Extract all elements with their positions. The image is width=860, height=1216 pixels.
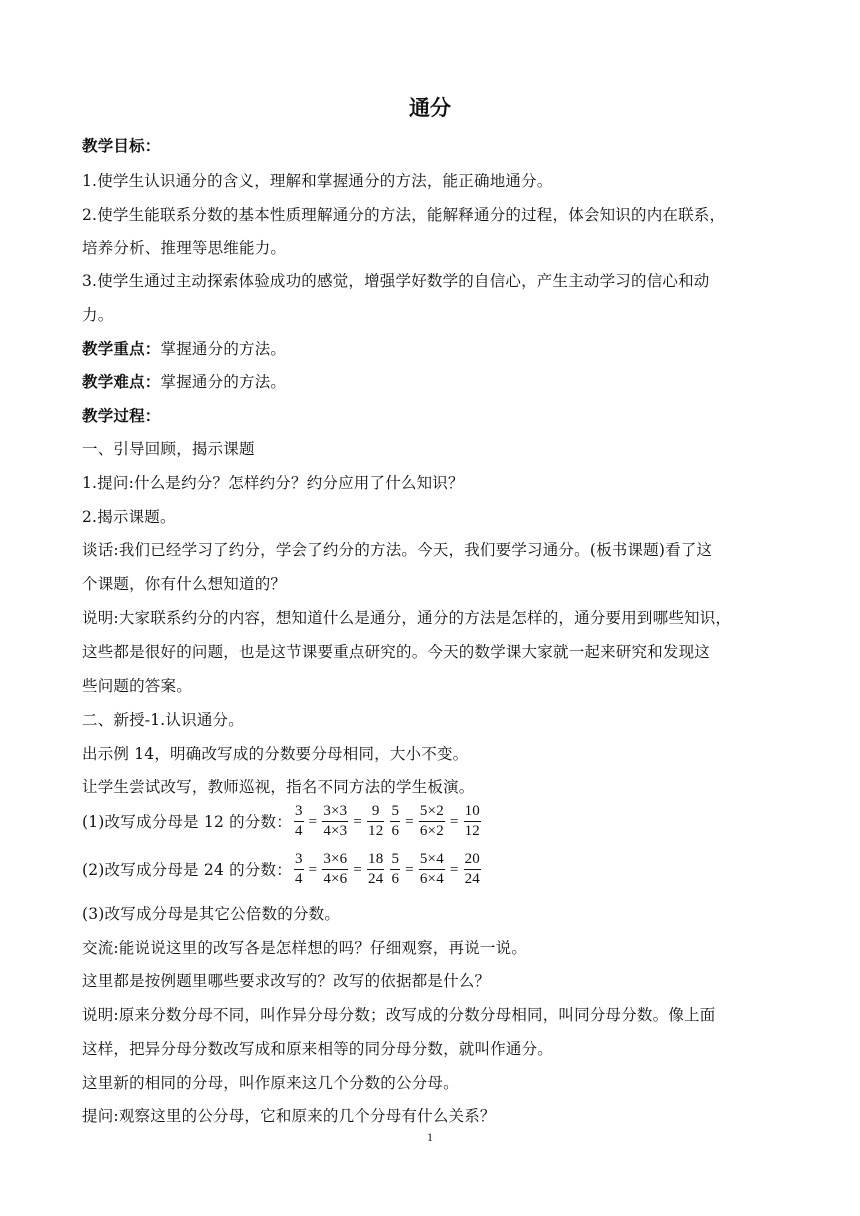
numerator: 5 [391, 851, 400, 867]
process-heading: 教学过程： [82, 407, 161, 425]
denominator: 4×3 [323, 823, 348, 839]
numerator: 18 [368, 851, 384, 867]
fraction [322, 803, 348, 840]
after-line: 交流:能说说这里的改写各是怎样想的吗？仔细观察，再说一说。 [82, 939, 528, 957]
fraction [294, 803, 304, 840]
equals-sign: = [308, 861, 318, 878]
process-line: 些问题的答案。 [82, 677, 192, 695]
denominator: 6 [391, 871, 400, 887]
numerator: 3 [294, 851, 303, 867]
process-line: 二、新授-1.认识通分。 [82, 711, 244, 729]
after-line: 这样，把异分母分数改写成和原来相等的同分母分数，就叫作通分。 [82, 1040, 554, 1058]
process-line: 让学生尝试改写，教师巡视，指名不同方法的学生板演。 [82, 778, 475, 796]
process-line: 个课题，你有什么想知道的？ [82, 575, 287, 593]
equals-sign: = [308, 813, 318, 830]
process-line: 一、引导回顾，揭示课题 [82, 440, 255, 458]
fraction [367, 803, 384, 840]
equals-sign: = [353, 861, 363, 878]
process-line: 说明:大家联系约分的内容，想知道什么是通分，通分的方法是怎样的，通分要用到哪些知识， [82, 609, 732, 627]
objectives-heading: 教学目标： [82, 137, 161, 155]
denominator: 12 [464, 823, 480, 839]
process-line: 2.揭示课题。 [82, 508, 176, 526]
objective-line: 力。 [82, 306, 114, 324]
equals-sign: = [449, 861, 459, 878]
process-line: 这些都是很好的问题，也是这节课要重点研究的。今天的数学课大家就一起来研究和发现这 [82, 643, 711, 661]
numerator: 3×3 [323, 803, 348, 819]
equals-sign: = [449, 813, 459, 830]
process-line: 出示例 14，明确改写成的分数要分母相同，大小不变。 [82, 745, 469, 763]
math-row-label: (1)改写成分母是 12 的分数： [82, 812, 292, 831]
after-line: 提问:观察这里的公分母，它和原来的几个分母有什么关系？ [82, 1107, 496, 1125]
after-line: 这里都是按例题里哪些要求改写的？改写的依据都是什么？ [82, 972, 491, 990]
fraction [322, 851, 348, 888]
numerator: 5×2 [419, 803, 444, 819]
numerator: 3 [294, 803, 303, 819]
fraction [390, 803, 400, 840]
numerator: 3×6 [323, 851, 348, 867]
denominator: 24 [464, 871, 480, 887]
fraction [464, 803, 481, 840]
after-line: (3)改写成分母是其它公倍数的分数。 [82, 905, 341, 923]
key-point-text: 掌握通分的方法。 [160, 340, 287, 358]
process-line: 谈话:我们已经学习了约分，学会了约分的方法。今天，我们要学习通分。(板书课题)看了这 [82, 541, 713, 559]
difficulty-text: 掌握通分的方法。 [160, 373, 287, 391]
equals-sign: = [353, 813, 363, 830]
difficulty-label: 教学难点： [82, 373, 161, 391]
numerator: 20 [464, 851, 480, 867]
page-number: 1 [427, 1130, 433, 1144]
denominator: 4×6 [323, 871, 348, 887]
denominator: 6×4 [419, 871, 444, 887]
numerator: 9 [371, 803, 380, 819]
after-line: 这里新的相同的分母，叫作原来这几个分数的公分母。 [82, 1074, 459, 1092]
process-line: 1.提问:什么是约分？怎样约分？约分应用了什么知识？ [82, 474, 464, 492]
numerator: 5 [391, 803, 400, 819]
fraction [419, 803, 445, 840]
denominator: 12 [368, 823, 384, 839]
equals-sign: = [405, 813, 414, 830]
denominator: 6×2 [419, 823, 444, 839]
objective-line: 2.使学生能联系分数的基本性质理解通分的方法，能解释通分的过程，体会知识的内在联系， [82, 206, 726, 224]
key-point [82, 339, 782, 359]
objective-line: 1.使学生认识通分的含义，理解和掌握通分的方法，能正确地通分。 [82, 172, 553, 190]
objective-line: 3.使学生通过主动探索体验成功的感觉，增强学好数学的自信心，产生主动学习的信心和动 [82, 272, 710, 290]
objective-line: 培养分析、推理等思维能力。 [82, 239, 287, 257]
fraction [419, 851, 445, 888]
denominator: 6 [391, 823, 400, 839]
equals-sign: = [405, 861, 414, 878]
page-title: 通分 [409, 96, 451, 120]
numerator: 5×4 [419, 851, 444, 867]
denominator: 24 [368, 871, 384, 887]
math-row-12 [82, 803, 782, 840]
denominator: 4 [294, 823, 303, 839]
fraction [367, 851, 384, 888]
math-row-24 [82, 851, 782, 888]
math-row-label: (2)改写成分母是 24 的分数： [82, 860, 292, 879]
key-point-label: 教学重点： [82, 340, 161, 358]
denominator: 4 [294, 871, 303, 887]
fraction [390, 851, 400, 888]
fraction [294, 851, 304, 888]
after-line: 说明:原来分数分母不同，叫作异分母分数；改写成的分数分母相同，叫同分母分数。像上面 [82, 1006, 716, 1024]
numerator: 10 [464, 803, 480, 819]
difficulty [82, 372, 782, 392]
fraction [464, 851, 481, 888]
